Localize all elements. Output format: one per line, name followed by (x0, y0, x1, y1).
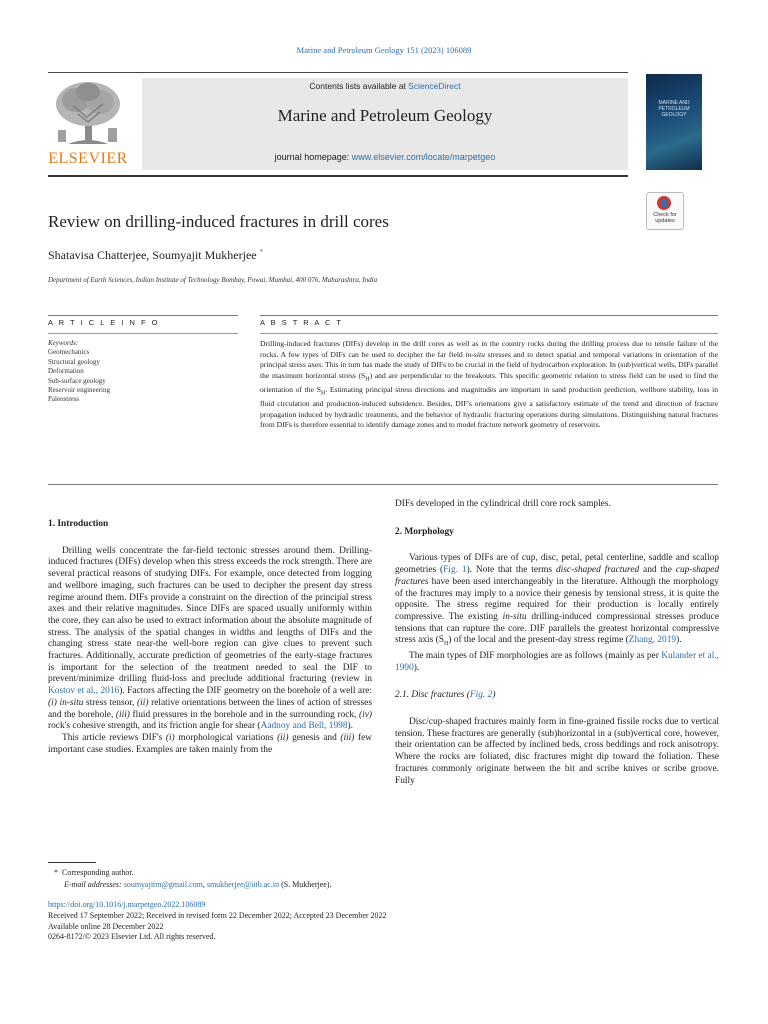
contents-prefix: Contents lists available at (309, 81, 409, 91)
homepage-link[interactable]: www.elsevier.com/locate/marpetgeo (351, 152, 496, 162)
publication-info (48, 900, 648, 943)
section-2-heading: 2. Morphology (395, 526, 454, 537)
keyword-item: Paleostress (48, 395, 80, 404)
ref-fig-2[interactable]: Fig. 2 (469, 690, 493, 701)
corresponding-author-note: * Corresponding author. (54, 868, 134, 877)
section-1-heading: 1. Introduction (48, 519, 109, 529)
corresponding-author-mark[interactable]: * (259, 248, 264, 256)
keyword-item: Sub-surface geology (48, 376, 106, 385)
keywords-block (48, 339, 238, 405)
ref-aadnoy-1998[interactable]: Aadnoy and Bell, 1998 (260, 721, 348, 732)
email-link-1[interactable]: soumyajitm@gmail.com (123, 880, 203, 889)
subsection-2-1-heading: 2.1. Disc fractures (Fig. 2) (395, 690, 496, 701)
email-link-2[interactable]: smukherjee@iitb.ac.in (206, 880, 280, 889)
ref-zhang-2019[interactable]: Zhang, 2019 (628, 635, 677, 646)
disc-fractures-paragraph: Disc/cup-shaped fractures mainly form in fine-grained fissile rocks due to vertical tension. These fractures are generally (sub)horizontal in a (sub)vertical core, however, their orientation can be affected by inclined beds, cross beddings and rock anisotropy. Where the rocks are foliated, disc fractures might dip toward the foliation. These fractures commonly originate between the bit and scribe knives or scribe groove. Fully (395, 717, 719, 786)
header-bottom-rule (48, 175, 628, 177)
intro-paragraph-2: This article reviews DIF's (i) morphological variations (ii) genesis and (iii) few important case studies. Examples are taken mainly from the (48, 732, 372, 755)
elsevier-wordmark: ELSEVIER (48, 150, 128, 167)
abstract-text: Drilling-induced fractures (DIFs) develop in the drill cores as well as in the country rocks during the drilling process due to tensile failure of the rocks. A few types of DIFs can be used to decipher the far field in-situ stresses and to detect spatial and temporal variations in orientation of the principal stress axes. This in turn has made the study of DIFs to be crucial in the field of hydrocarbon exploration. In (sub)vertical wells, DIFs parallel the maximum horizontal stress $(S_H)$ and are perpendicular to the breakouts. This specific geometric relation to stress field can be used to find the orientation of the $S_H$. Estimating principal stress directions and magnitudes are important in sand production prediction, wellbore stability, loss in fluid circulation and production-induced subsidence. Besides, DIF's orientations give a satisfactory estimate of the trend and direction of fracture propagation induced by hydraulic treatments, and the behavior of hydraulic fracturing operations during simulations. Distinguishing natural fractures from DIFs is therefore essential to identify damage zones and to model fracture network geometry of reservoirs. (260, 339, 719, 430)
abstract-sub-rule (260, 333, 718, 334)
ref-fig-1[interactable]: Fig. 1 (443, 565, 467, 576)
homepage-prefix: journal homepage: (274, 152, 352, 162)
author-names: Shatavisa Chatterjee, Soumyajit Mukherjee (48, 248, 257, 262)
article-info-top-rule (48, 315, 238, 316)
keyword-item: Structural geology (48, 357, 100, 366)
elsevier-tree-icon (48, 78, 128, 148)
keyword-item: Geomechanics (48, 348, 90, 357)
email-line: E-mail addresses: soumyajitm@gmail.com, smukherjee@iitb.ac.in (S. Mukherjee). (64, 880, 332, 889)
abstract-heading: A B S T R A C T (260, 318, 343, 327)
keywords-label: Keywords: (48, 339, 79, 347)
journal-reference[interactable]: Marine and Petroleum Geology 151 (2023) 106089 (296, 45, 472, 55)
check-for-updates-button[interactable] (646, 192, 684, 230)
article-info-heading: A R T I C L E I N F O (48, 318, 160, 327)
copyright: 0264-8172/© 2023 Elsevier Ltd. All rights reserved. (48, 932, 216, 942)
morphology-paragraph-2: The main types of DIF morphologies are as follows (mainly as per Kulander et al., 1990). (395, 650, 720, 673)
ref-kulander-1990[interactable]: Kulander et al., 1990 (395, 650, 720, 673)
contents-line (142, 81, 628, 91)
bookmark-icon (657, 196, 671, 210)
header-top-rule (48, 72, 628, 73)
affiliation: Department of Earth Sciences, Indian Institute of Technology Bombay, Powai, Mumbai, 400 076, Maharashtra, India (48, 276, 378, 284)
sciencedirect-link[interactable]: ScienceDirect (408, 81, 461, 91)
footnote-rule (48, 862, 96, 863)
elsevier-logo[interactable] (48, 78, 128, 170)
available-online: Available online 28 December 2022 (48, 921, 164, 931)
intro-paragraph-1: Drilling wells concentrate the far-field tectonic stresses around them. Drilling-induced fractures (DIFs) develop when this stress exceeds the rock strength. There are several practical reasons of studying DIFs. For example, once detected from logging and wellbore imaging, such fractures can be used to decipher the present day stress regime around them. DIFs provide a constraint on the direction of the principal stress axes and their relative magnitudes. Since DIFs are spaced usually uniformly within the core, they can also be used to extract information about the absolute magnitude of stress. The analysis of the spatial changes in widths and lengths of DIFs and the changing stress state near-the well-bore region can give clues to prevent such fractures. Additionally, accurate prediction of geometries of the early-stage fractures is important for the selection of the treatment needed to seal the DIF to prevent/minimize drilling fluid-loss and preclude additional fracturing (review in Kostov et al., 2016). Factors affecting the DIF geometry on the borehole of a well are: (i) in-situ stress tensor, (ii) relative orientations between the lines of action of stresses and the borehole, (iii) fluid pressures in the borehole and in the surrounding rock, (iv) rock's cohesive strength, and its friction angle for shear (Aadnoy and Bell, 1998). (48, 545, 372, 732)
journal-title: Marine and Petroleum Geology (277, 106, 493, 125)
article-info-sub-rule (48, 333, 238, 334)
journal-cover-thumbnail[interactable] (646, 74, 702, 170)
homepage-line (142, 152, 628, 162)
right-column (395, 499, 719, 787)
article-title: Review on drilling-induced fractures in drill cores (48, 212, 389, 231)
keyword-item: Reservoir engineering (48, 386, 111, 395)
footnote (48, 867, 648, 891)
keyword-item: Deformation (48, 367, 84, 376)
morphology-paragraph-1: Various types of DIFs are of cup, disc, petal, petal centerline, saddle and scallop geometries (Fig. 1). Note that the terms disc-shaped fractured and the cup-shaped fractures have been used interchangeably in the literature. Although the morphology of the fractures may imply to a novice their genesis by tensional stress, it is quite the opposite. The stress regime required for their production is locally entirely compressive. The existing in-situ drilling-induced compressional stresses produce tensions that can rupture the core. DIF parallels the greatest horizontal compressive stress axis $(S_H)$ of the local and the present-day stress regime (Zhang, 2019). (395, 553, 720, 648)
received-dates: Received 17 September 2022; Received in revised form 22 December 2022; Accepted 23 December 2022 (48, 910, 387, 920)
cover-title: MARINE AND PETROLEUM GEOLOGY (658, 100, 690, 118)
abstract-top-rule (260, 315, 718, 316)
ref-kostov-2016[interactable]: Kostov et al., 2016 (48, 686, 120, 697)
doi-link[interactable]: https://doi.org/10.1016/j.marpetgeo.2022.106089 (48, 900, 206, 909)
abstract-bottom-rule (48, 484, 718, 485)
left-column (48, 519, 372, 756)
continuation-line: DIFs developed in the cylindrical drill core rock samples. (395, 499, 611, 509)
check-updates-label: Check for updates (653, 212, 677, 224)
journal-banner (142, 78, 628, 170)
author-list (48, 248, 263, 263)
